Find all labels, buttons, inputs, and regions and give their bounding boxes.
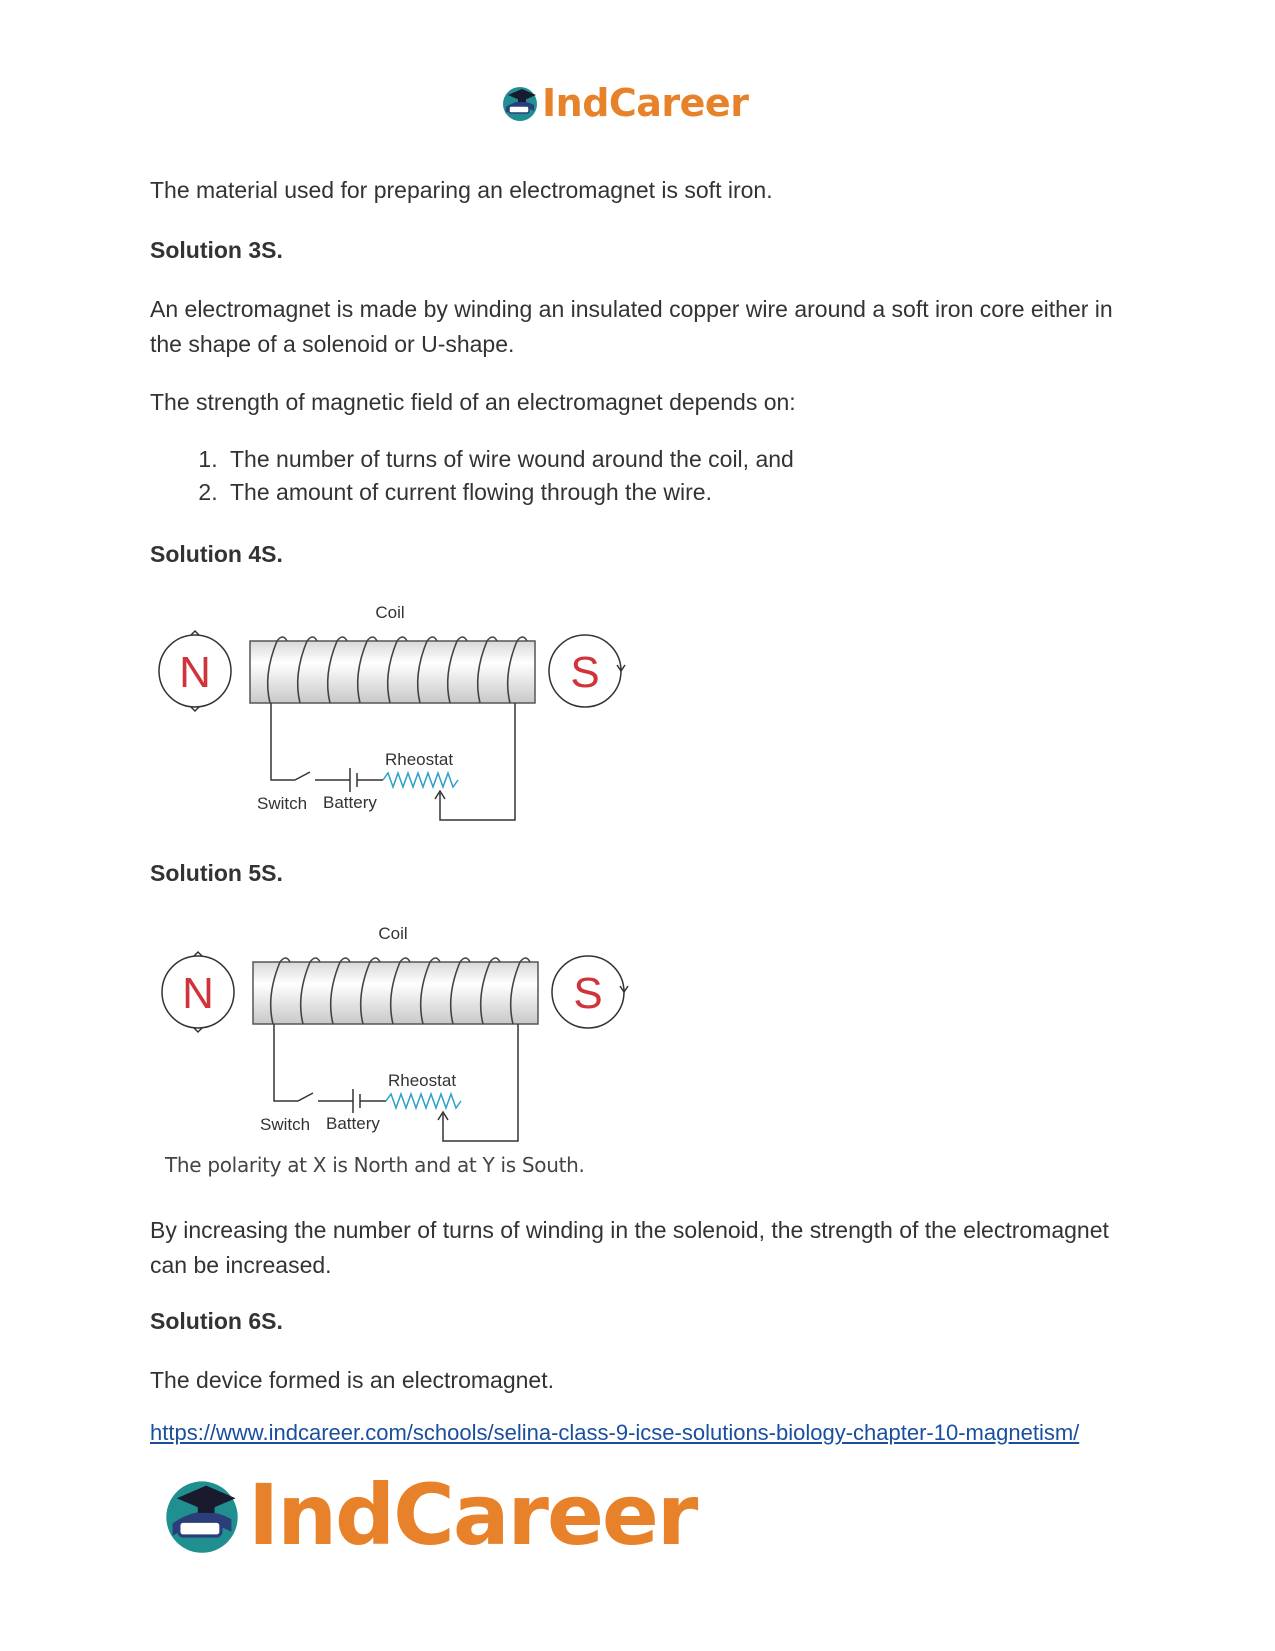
south-compass	[552, 956, 628, 1028]
solution-3s-heading: Solution 3S.	[150, 237, 283, 263]
electromagnet-diagram-1	[155, 595, 635, 825]
rheostat-label: Rheostat	[385, 750, 454, 769]
south-label: S	[570, 648, 600, 697]
switch-label: Switch	[260, 1115, 311, 1134]
header-logo-text: IndCareer	[542, 81, 749, 125]
polarity-caption: The polarity at X is North and at Y is South.	[165, 1153, 585, 1177]
soft-iron-core	[250, 641, 535, 703]
south-compass	[549, 635, 625, 707]
footer-logo-text: IndCareer	[248, 1466, 697, 1564]
soft-iron-core	[253, 962, 538, 1024]
north-label: N	[182, 969, 214, 1018]
rheostat-resistor	[386, 1094, 461, 1108]
source-link[interactable]: https://www.indcareer.com/schools/selina-class-9-icse-solutions-biology-chapter-10-magnetism/	[150, 1420, 1080, 1445]
footer-logo	[160, 1465, 696, 1565]
north-label: N	[179, 648, 211, 697]
intro-paragraph: The material used for preparing an electromagnet is soft iron.	[150, 177, 773, 203]
graduation-globe-icon	[500, 83, 540, 123]
list-item: 2. The amount of current flowing through the wire.	[224, 476, 1204, 509]
header-logo	[500, 78, 748, 128]
solution-3s-paragraph-2: The strength of magnetic field of an electromagnet depends on:	[150, 389, 796, 415]
rheostat-resistor	[383, 773, 458, 787]
battery-label: Battery	[323, 793, 377, 812]
solution-4s-heading: Solution 4S.	[150, 541, 283, 567]
solution-3s-paragraph-1: An electromagnet is made by winding an insulated copper wire around a soft iron core either in the shape of a solenoid or U-shape.	[150, 296, 1113, 357]
north-compass	[159, 631, 231, 711]
switch-label: Switch	[257, 794, 308, 813]
north-compass	[162, 952, 234, 1032]
south-label: S	[573, 969, 603, 1018]
graduation-globe-icon	[160, 1473, 244, 1557]
rheostat-label: Rheostat	[388, 1071, 457, 1090]
solution-6s-heading: Solution 6S.	[150, 1308, 283, 1334]
list-item: 1. The number of turns of wire wound around the coil, and	[224, 443, 1204, 476]
solution-6s-paragraph: The device formed is an electromagnet.	[150, 1367, 554, 1393]
battery-label: Battery	[326, 1114, 380, 1133]
coil-label: Coil	[375, 603, 405, 622]
strength-factors-list	[150, 443, 1204, 509]
coil-label: Coil	[378, 924, 408, 943]
solution-5s-heading: Solution 5S.	[150, 860, 283, 886]
solution-5s-paragraph: By increasing the number of turns of winding in the solenoid, the strength of the electromagnet can be increased.	[150, 1217, 1109, 1278]
electromagnet-diagram-2	[155, 916, 635, 1146]
